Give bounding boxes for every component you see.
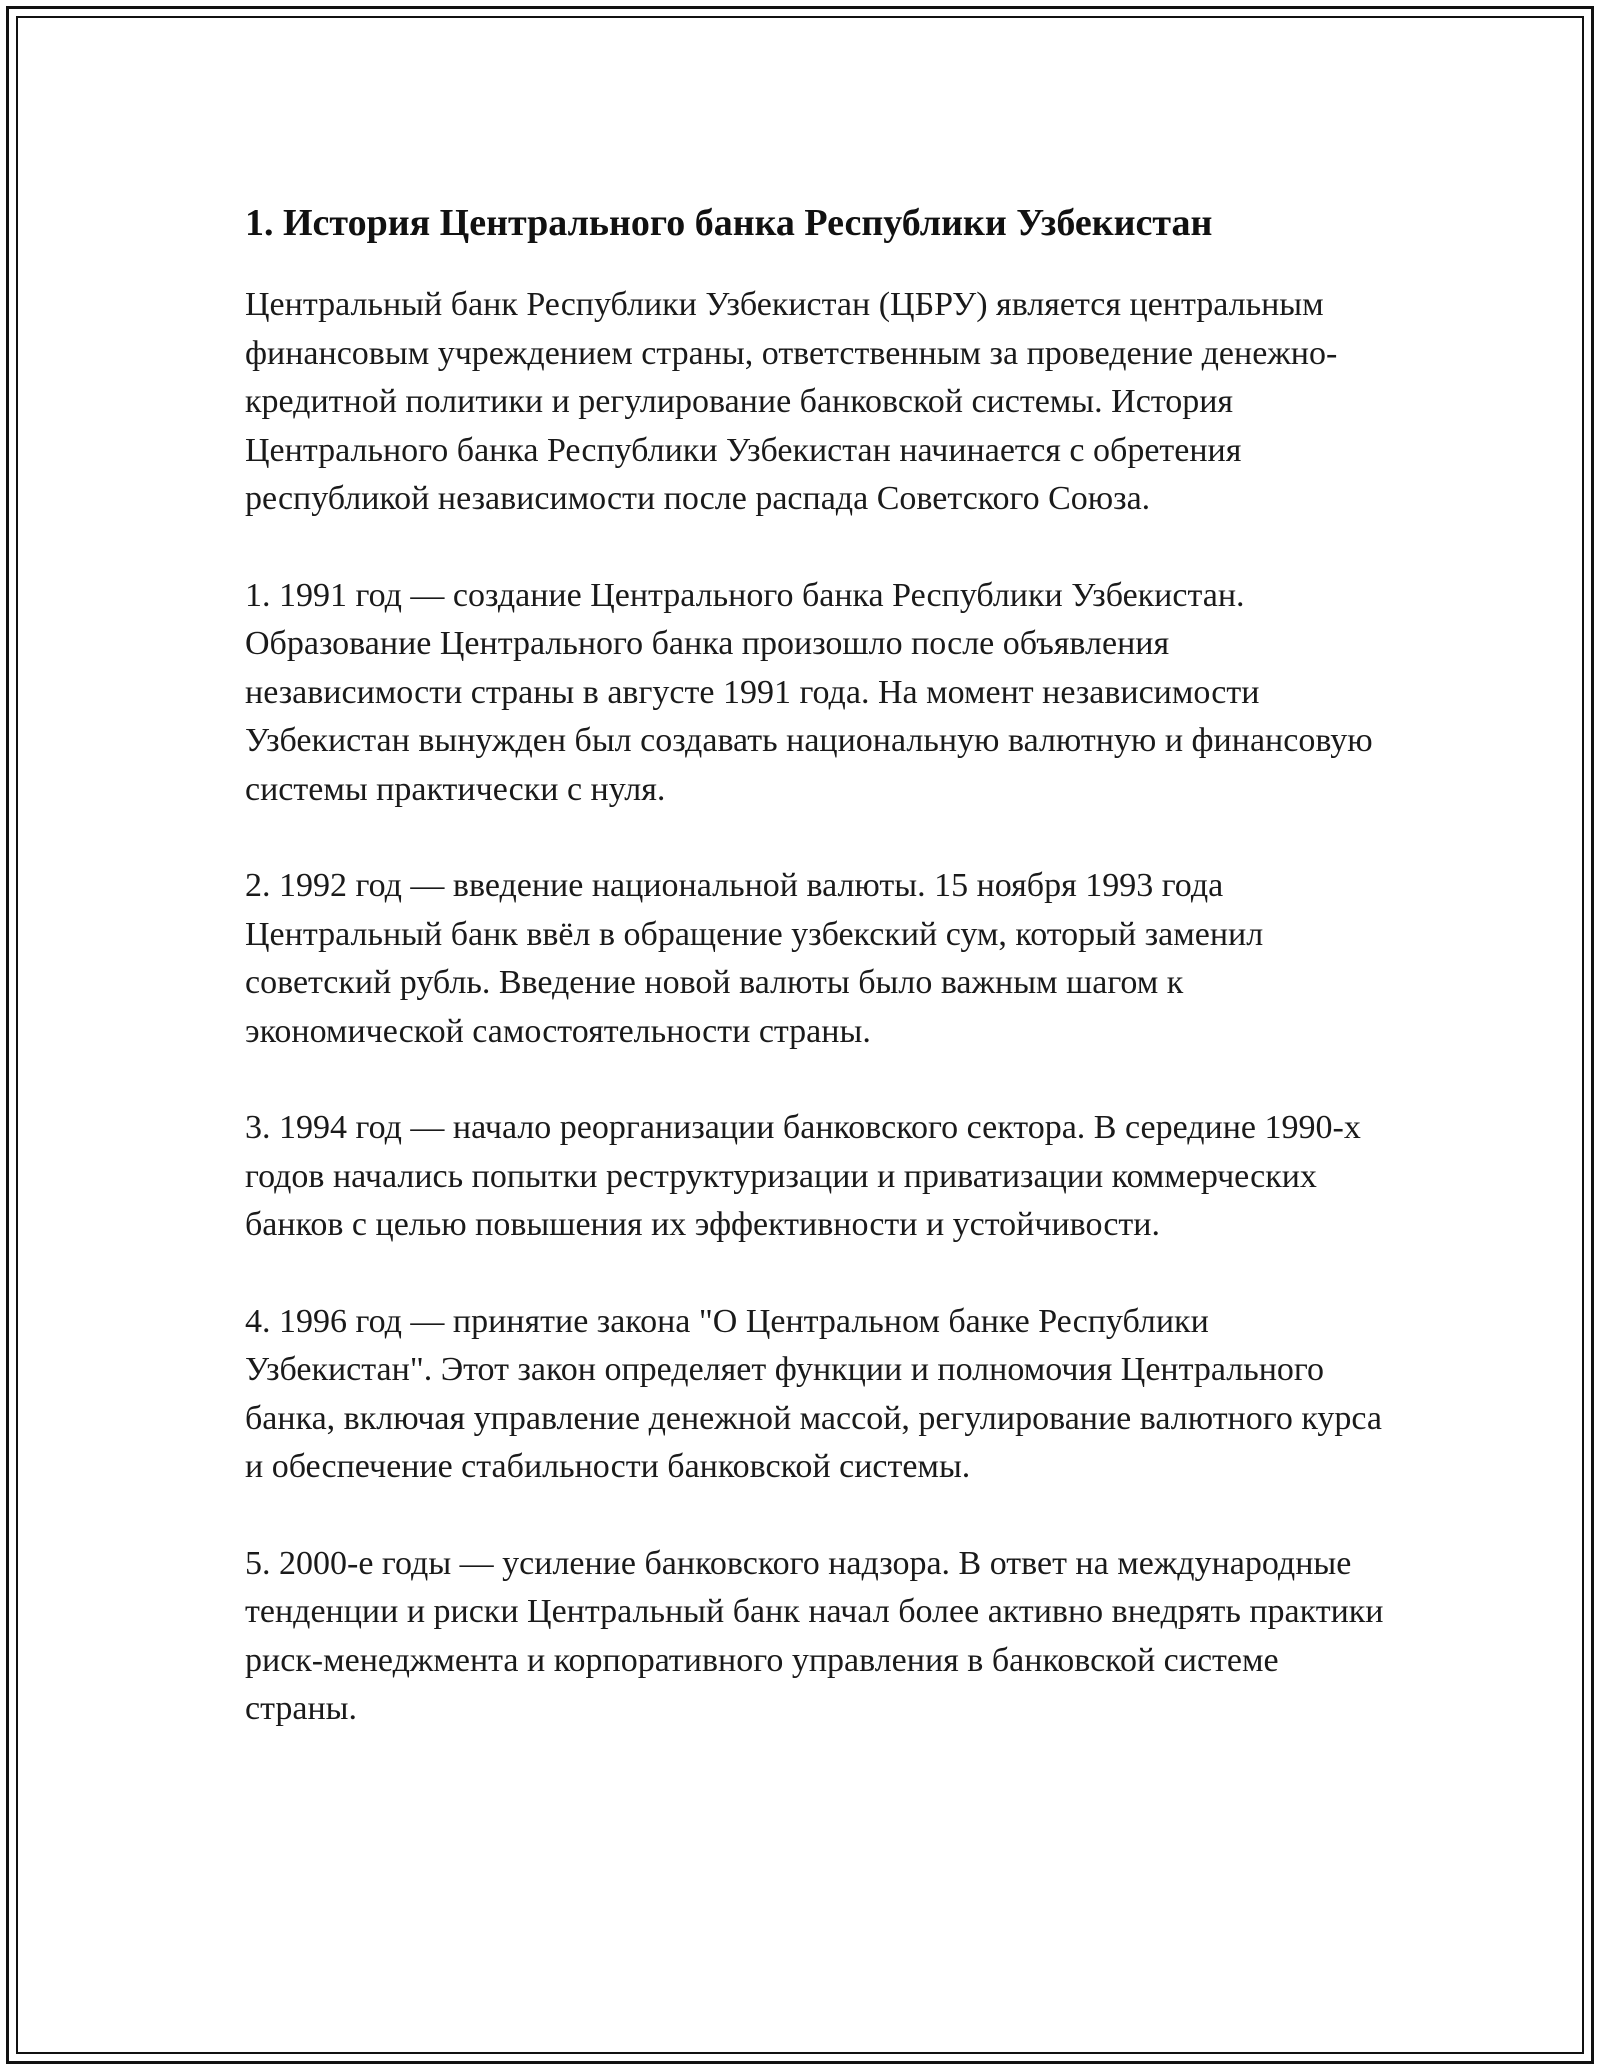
paragraph-1994: 3. 1994 год — начало реорганизации банковского сектора. В середине 1990-х годов начались попытки реструктуризации и приватизации коммерческих банков с целью повышения их эффективности и устойчивости. <box>245 1109 1361 1243</box>
paragraph-2000s: 5. 2000-е годы — усиление банковского надзора. В ответ на международные тенденции и риски Центральный банк начал более активно внедрять практики риск-менеджмента и корпоративного управления в банковской системе страны. <box>245 1544 1384 1727</box>
paragraph-intro: Центральный банк Республики Узбекистан (ЦБРУ) является центральным финансовым учреждением страны, ответственным за проведение денежно-кредитной политики и регулирование банковской системы. История Центрального банка Республики Узбекистан начинается с обретения республикой независимости после распада Советского Союза. <box>245 286 1338 517</box>
paragraph-1992: 2. 1992 год — введение национальной валюты. 15 ноября 1993 года Центральный банк ввёл в обращение узбекский сум, который заменил советский рубль. Введение новой валюты было важным шагом к экономической самостоятельности страны. <box>245 867 1264 1050</box>
page-title: 1. История Центрального банка Республики Узбекистан <box>245 202 1213 244</box>
paragraph-1996: 4. 1996 год — принятие закона "О Центральном банке Республики Узбекистан". Этот закон определяет функции и полномочия Центрального банка, включая управление денежной массой, регулирование валютного курса и обеспечение стабильности банковской системы. <box>245 1302 1382 1485</box>
paragraph-1991: 1. 1991 год — создание Центрального банка Республики Узбекистан. Образование Центрального банка произошло после объявления независимости страны в августе 1991 года. На момент независимости Узбекистан вынужден был создавать национальную валютную и финансовую системы практически с нуля. <box>245 576 1373 808</box>
document-body <box>245 195 1385 1782</box>
page-frame <box>6 6 1594 2064</box>
